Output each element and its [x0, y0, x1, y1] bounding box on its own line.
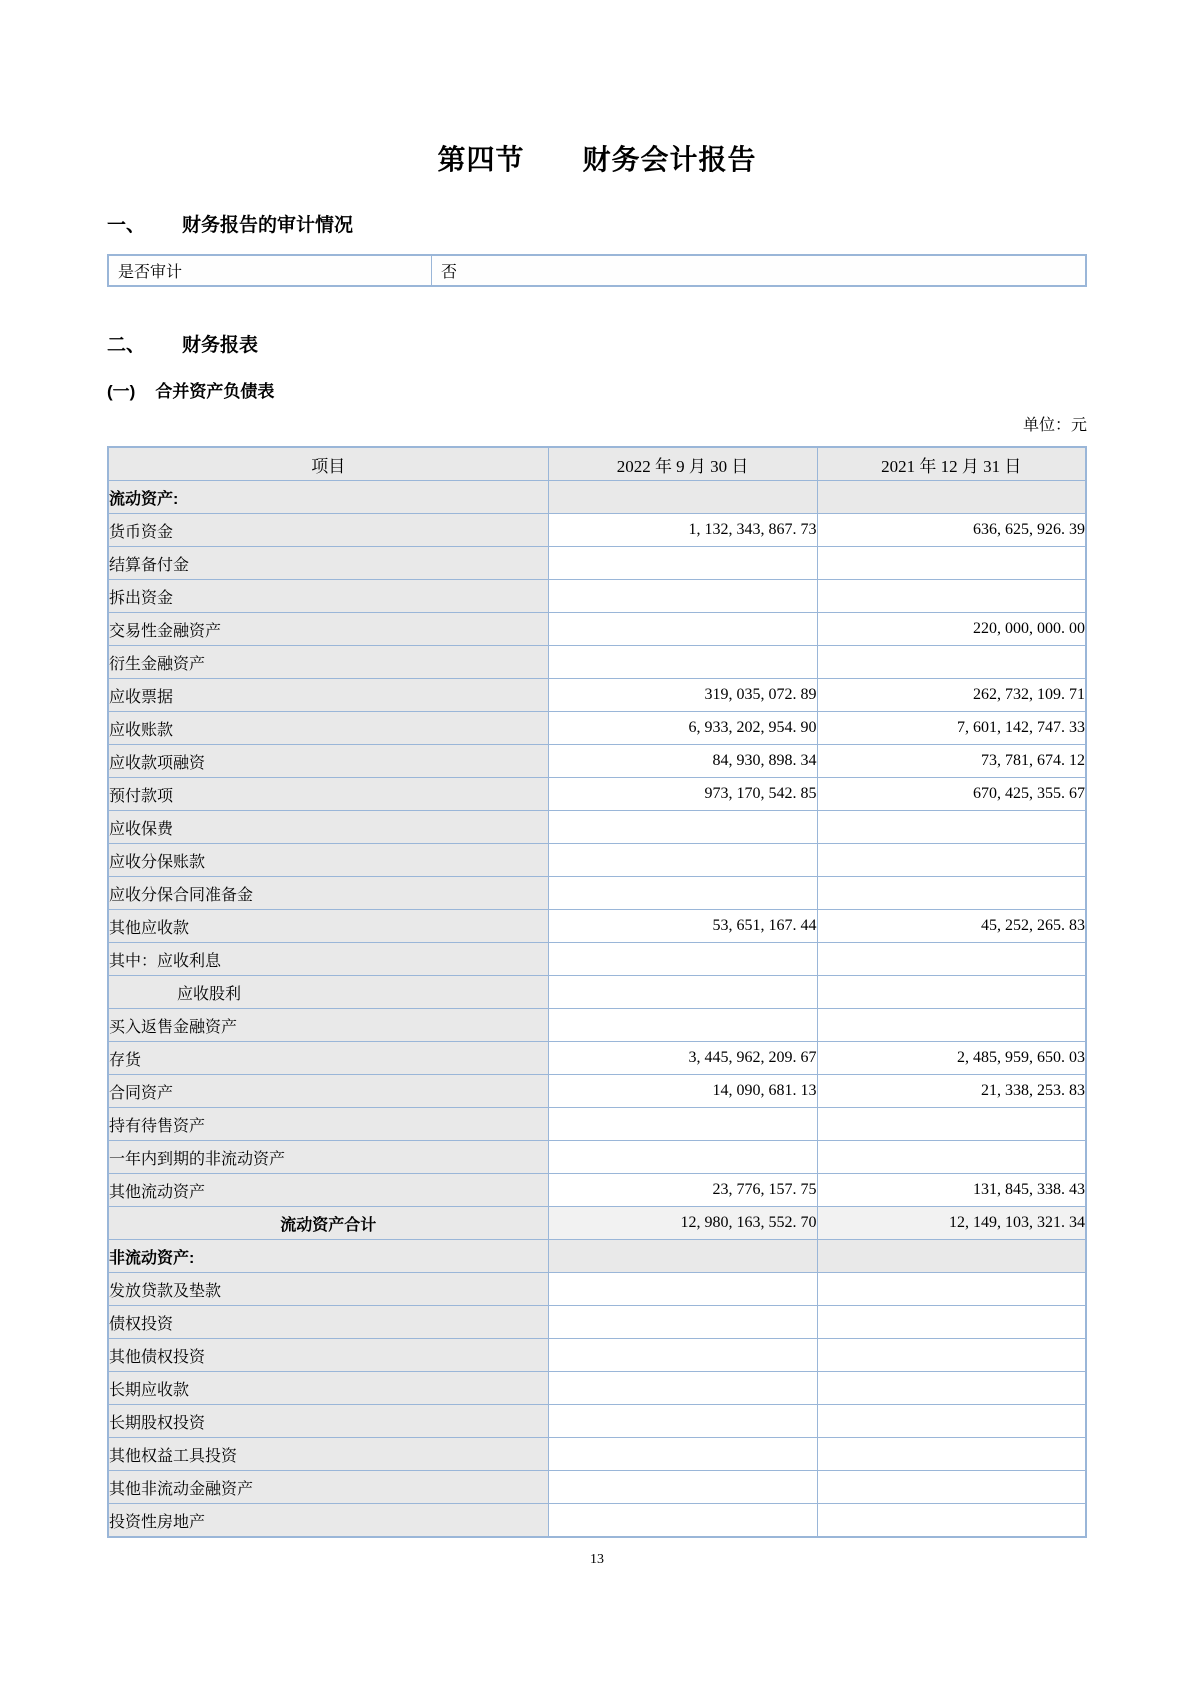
- balance-table-body: [108, 481, 1086, 1538]
- row-label: 长期应收款: [108, 1372, 548, 1405]
- table-row: [108, 1042, 1086, 1075]
- value-2021: 21, 338, 253. 83: [817, 1075, 1086, 1108]
- value-2022: 53, 651, 167. 44: [548, 910, 817, 943]
- value-2022: [548, 547, 817, 580]
- table-row: [108, 910, 1086, 943]
- value-2021: [817, 976, 1086, 1009]
- row-label: 合同资产: [108, 1075, 548, 1108]
- row-label: 结算备付金: [108, 547, 548, 580]
- value-2022: 973, 170, 542. 85: [548, 778, 817, 811]
- section-title: 财务报表: [182, 335, 259, 356]
- table-row: [108, 1108, 1086, 1141]
- value-2022: 319, 035, 072. 89: [548, 679, 817, 712]
- row-label: 应收分保合同准备金: [108, 877, 548, 910]
- row-label: 买入返售金融资产: [108, 1009, 548, 1042]
- row-label: 应收票据: [108, 679, 548, 712]
- row-label: 预付款项: [108, 778, 548, 811]
- row-label: 债权投资: [108, 1306, 548, 1339]
- row-label: 其他债权投资: [108, 1339, 548, 1372]
- table-row: [108, 580, 1086, 613]
- row-label: 投资性房地产: [108, 1504, 548, 1538]
- column-header-2021: 2021 年 12 月 31 日: [817, 447, 1086, 481]
- unit-label: 单位：元: [1022, 417, 1087, 434]
- value-2022: 12, 980, 163, 552. 70: [548, 1207, 817, 1240]
- row-label: 流动资产:: [108, 481, 548, 514]
- row-label: 其他权益工具投资: [108, 1438, 548, 1471]
- table-row: [108, 646, 1086, 679]
- subsection-title: 合并资产负债表: [155, 382, 275, 401]
- row-label: 流动资产合计: [108, 1207, 548, 1240]
- value-2022: [548, 580, 817, 613]
- value-2021: [817, 1339, 1086, 1372]
- value-2021: [817, 1471, 1086, 1504]
- value-2022: [548, 877, 817, 910]
- row-label: 交易性金融资产: [108, 613, 548, 646]
- row-label: 其他非流动金融资产: [108, 1471, 548, 1504]
- table-row: [108, 1438, 1086, 1471]
- row-label: 其他应收款: [108, 910, 548, 943]
- table-row: [108, 943, 1086, 976]
- value-2021: 45, 252, 265. 83: [817, 910, 1086, 943]
- value-2021: 670, 425, 355. 67: [817, 778, 1086, 811]
- value-2021: 636, 625, 926. 39: [817, 514, 1086, 547]
- value-2021: [817, 1504, 1086, 1538]
- table-row: [108, 877, 1086, 910]
- value-2022: 3, 445, 962, 209. 67: [548, 1042, 817, 1075]
- subsection-balance-heading: [107, 381, 1087, 403]
- table-row: [108, 1240, 1086, 1273]
- audit-status-table: [107, 254, 1087, 287]
- value-2021: [817, 481, 1086, 514]
- value-2022: [548, 1339, 817, 1372]
- row-label: 衍生金融资产: [108, 646, 548, 679]
- column-header-2022: 2022 年 9 月 30 日: [548, 447, 817, 481]
- audit-question-cell: 是否审计: [108, 255, 431, 286]
- table-row: [108, 1207, 1086, 1240]
- row-label: 持有待售资产: [108, 1108, 548, 1141]
- page-number: 13: [590, 1552, 604, 1567]
- row-label: 应收款项融资: [108, 745, 548, 778]
- section-number: 二、: [107, 335, 146, 356]
- row-label: 拆出资金: [108, 580, 548, 613]
- table-row: [108, 712, 1086, 745]
- value-2021: [817, 1438, 1086, 1471]
- value-2022: 1, 132, 343, 867. 73: [548, 514, 817, 547]
- value-2021: [817, 1108, 1086, 1141]
- table-row: [108, 1405, 1086, 1438]
- value-2021: [817, 1405, 1086, 1438]
- section-audit-heading: [107, 214, 1087, 238]
- table-row: [108, 1009, 1086, 1042]
- row-label: 应收股利: [108, 976, 548, 1009]
- row-label: 存货: [108, 1042, 548, 1075]
- table-row: [108, 745, 1086, 778]
- value-2021: [817, 844, 1086, 877]
- table-row: [108, 1141, 1086, 1174]
- value-2021: 7, 601, 142, 747. 33: [817, 712, 1086, 745]
- row-label: 货币资金: [108, 514, 548, 547]
- row-label: 其他流动资产: [108, 1174, 548, 1207]
- row-label: 应收保费: [108, 811, 548, 844]
- value-2022: [548, 1273, 817, 1306]
- value-2022: [548, 481, 817, 514]
- value-2022: [548, 646, 817, 679]
- value-2021: [817, 646, 1086, 679]
- value-2022: 84, 930, 898. 34: [548, 745, 817, 778]
- value-2022: 23, 776, 157. 75: [548, 1174, 817, 1207]
- value-2022: [548, 1372, 817, 1405]
- value-2021: 131, 845, 338. 43: [817, 1174, 1086, 1207]
- value-2022: [548, 943, 817, 976]
- value-2021: 2, 485, 959, 650. 03: [817, 1042, 1086, 1075]
- value-2021: [817, 547, 1086, 580]
- value-2021: [817, 811, 1086, 844]
- value-2022: [548, 1405, 817, 1438]
- column-header-item: 项目: [108, 447, 548, 481]
- value-2021: [817, 580, 1086, 613]
- value-2022: [548, 811, 817, 844]
- row-label: 应收分保账款: [108, 844, 548, 877]
- value-2022: 6, 933, 202, 954. 90: [548, 712, 817, 745]
- table-row: [108, 679, 1086, 712]
- value-2022: [548, 1141, 817, 1174]
- table-row: [108, 1174, 1086, 1207]
- value-2022: [548, 1306, 817, 1339]
- table-row: [108, 811, 1086, 844]
- value-2022: [548, 1471, 817, 1504]
- value-2022: [548, 1108, 817, 1141]
- value-2021: 12, 149, 103, 321. 34: [817, 1207, 1086, 1240]
- table-row: [108, 844, 1086, 877]
- value-2021: 220, 000, 000. 00: [817, 613, 1086, 646]
- row-label: 发放贷款及垫款: [108, 1273, 548, 1306]
- subsection-number: (一): [107, 382, 136, 401]
- section-statements-heading: [107, 334, 1087, 358]
- table-row: [108, 255, 1086, 286]
- table-row: [108, 1075, 1086, 1108]
- table-row: [108, 481, 1086, 514]
- table-header-row: [108, 447, 1086, 481]
- value-2022: [548, 1240, 817, 1273]
- row-label: 一年内到期的非流动资产: [108, 1141, 548, 1174]
- section-title: 财务报告的审计情况: [182, 215, 354, 236]
- table-row: [108, 1372, 1086, 1405]
- value-2021: [817, 1009, 1086, 1042]
- table-row: [108, 514, 1086, 547]
- page-title: 第四节 财务会计报告: [437, 144, 757, 175]
- table-row: [108, 613, 1086, 646]
- value-2021: [817, 1240, 1086, 1273]
- table-row: [108, 1339, 1086, 1372]
- value-2022: [548, 844, 817, 877]
- row-label: 其中：应收利息: [108, 943, 548, 976]
- value-2022: [548, 1009, 817, 1042]
- value-2022: 14, 090, 681. 13: [548, 1075, 817, 1108]
- audit-answer-cell: 否: [431, 255, 1086, 286]
- table-row: [108, 547, 1086, 580]
- value-2022: [548, 976, 817, 1009]
- table-row: [108, 1306, 1086, 1339]
- row-label: 非流动资产:: [108, 1240, 548, 1273]
- section-number: 一、: [107, 215, 146, 236]
- table-row: [108, 1504, 1086, 1538]
- value-2021: [817, 1306, 1086, 1339]
- table-row: [108, 1273, 1086, 1306]
- value-2021: [817, 943, 1086, 976]
- row-label: 长期股权投资: [108, 1405, 548, 1438]
- value-2022: [548, 613, 817, 646]
- page-content: [107, 0, 1087, 1569]
- table-row: [108, 1471, 1086, 1504]
- value-2022: [548, 1504, 817, 1538]
- value-2021: 73, 781, 674. 12: [817, 745, 1086, 778]
- value-2021: [817, 1141, 1086, 1174]
- value-2021: [817, 877, 1086, 910]
- value-2021: [817, 1372, 1086, 1405]
- value-2021: 262, 732, 109. 71: [817, 679, 1086, 712]
- table-row: [108, 976, 1086, 1009]
- balance-sheet-table: [107, 446, 1087, 1538]
- table-row: [108, 778, 1086, 811]
- row-label: 应收账款: [108, 712, 548, 745]
- value-2021: [817, 1273, 1086, 1306]
- value-2022: [548, 1438, 817, 1471]
